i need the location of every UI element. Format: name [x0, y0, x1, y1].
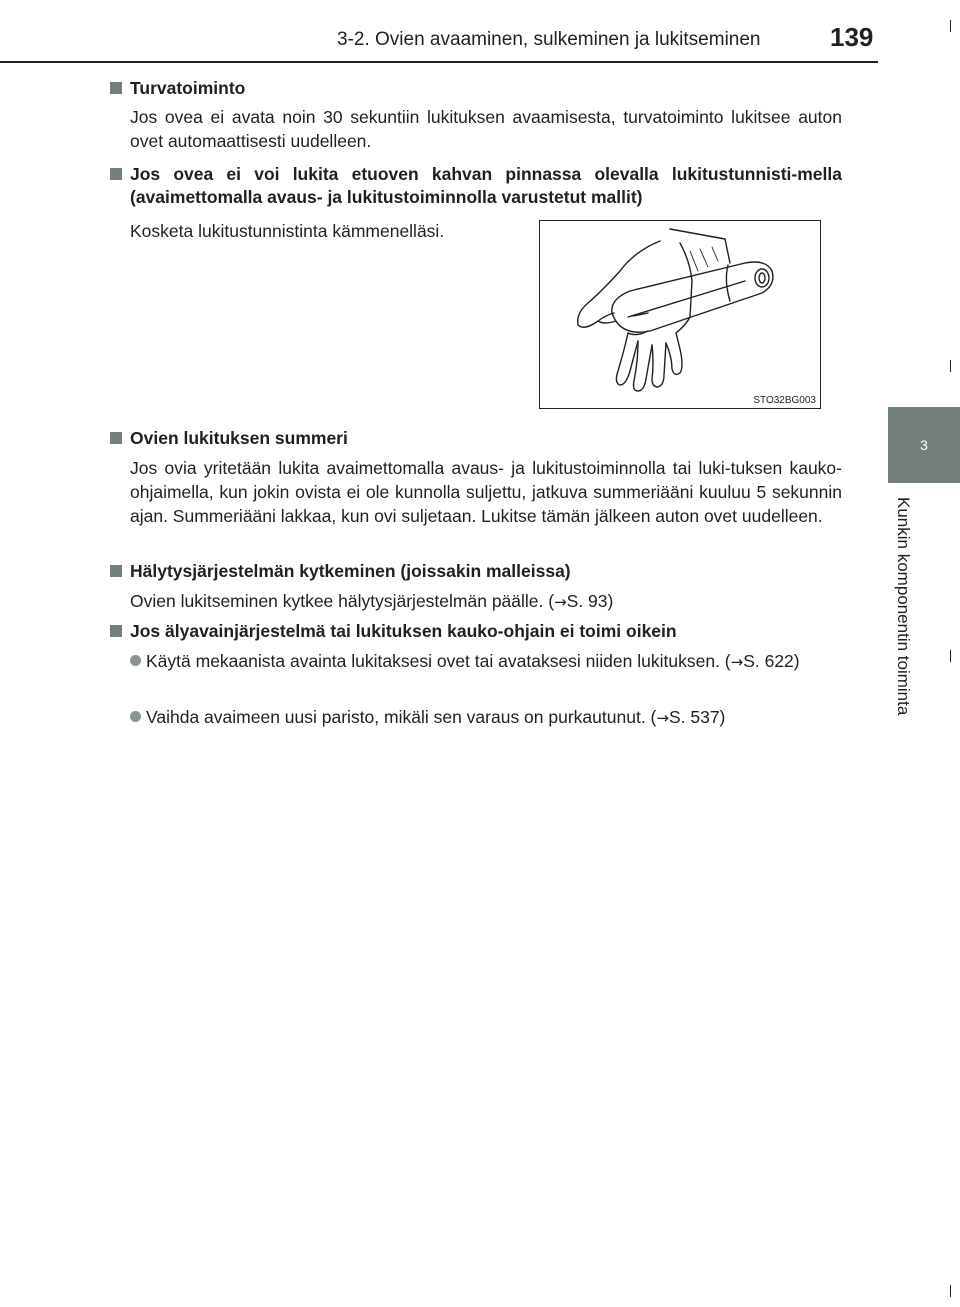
page-reference[interactable]: S. 622) [743, 651, 800, 671]
crop-mark [950, 1285, 951, 1297]
page-number: 139 [830, 22, 874, 52]
section-body: Jos ovea ei avata noin 30 sekuntiin lukituksen avaamisesta, turvatoiminto lukitsee auton ovet automaattisesti uudelleen. [130, 107, 842, 151]
round-bullet-icon [130, 711, 141, 722]
square-bullet-icon [110, 432, 122, 444]
arrow-right-icon: → [554, 593, 567, 611]
square-bullet-icon [110, 82, 122, 94]
square-bullet-icon [110, 625, 122, 637]
list-item: Käytä mekaanista avainta lukitaksesi ovet tai avataksesi niiden lukituksen. (→S. 622) [130, 649, 842, 674]
section-body: Kosketa lukitustunnistinta kämmenelläsi. [130, 221, 445, 241]
section-body: Ovien lukitseminen kytkee hälytysjärjestelmän päälle. (→S. 93) [130, 591, 614, 611]
section-body: Jos ovia yritetään lukita avaimettomalla avaus- ja lukitustoiminnolla tai luki-tuksen kauko-ohjaimella, kun jokin ovista ei ole kunnolla suljettu, jatkuva summeriääni kuuluu 5 sekunnin ajan. Summeriääni lakkaa, kun ovi suljetaan. Lukitse tämän jälkeen auton ovet uudelleen. [130, 458, 842, 526]
square-bullet-icon [110, 565, 122, 577]
section-heading: Ovien lukituksen summeri [110, 427, 842, 450]
crop-mark [950, 20, 951, 32]
figure-code: STO32BG003 [753, 395, 816, 406]
page-reference[interactable]: S. 93) [566, 591, 614, 611]
section-heading: Turvatoiminto [110, 77, 842, 100]
crop-mark [950, 360, 951, 372]
section-heading: Jos älyavainjärjestelmä tai lukituksen kauko-ohjain ei toimi oikein [110, 620, 842, 643]
list-item: Vaihda avaimeen uusi paristo, mikäli sen varaus on purkautunut. (→S. 537) [130, 705, 842, 730]
chapter-caption: Kunkin komponentin toiminta [894, 497, 913, 716]
arrow-right-icon: → [656, 709, 669, 727]
door-handle-figure [539, 220, 821, 409]
hand-on-handle-icon [540, 221, 820, 408]
section-heading: Hälytysjärjestelmän kytkeminen (joissakin malleissa) [110, 560, 842, 583]
round-bullet-icon [130, 655, 141, 666]
arrow-right-icon: → [730, 653, 744, 671]
section-heading: Jos ovea ei voi lukita etuoven kahvan pinnassa olevalla lukitustunnisti-mella (avaimettomalla avaus- ja lukitustoiminnolla varustetut mallit) [110, 163, 842, 209]
chapter-number: 3 [920, 437, 928, 453]
chapter-tab[interactable] [888, 407, 960, 483]
page-reference[interactable]: S. 537) [668, 707, 726, 727]
running-header: 3-2. Ovien avaaminen, sulkeminen ja lukitseminen [337, 29, 761, 50]
crop-mark [950, 650, 951, 662]
square-bullet-icon [110, 168, 122, 180]
